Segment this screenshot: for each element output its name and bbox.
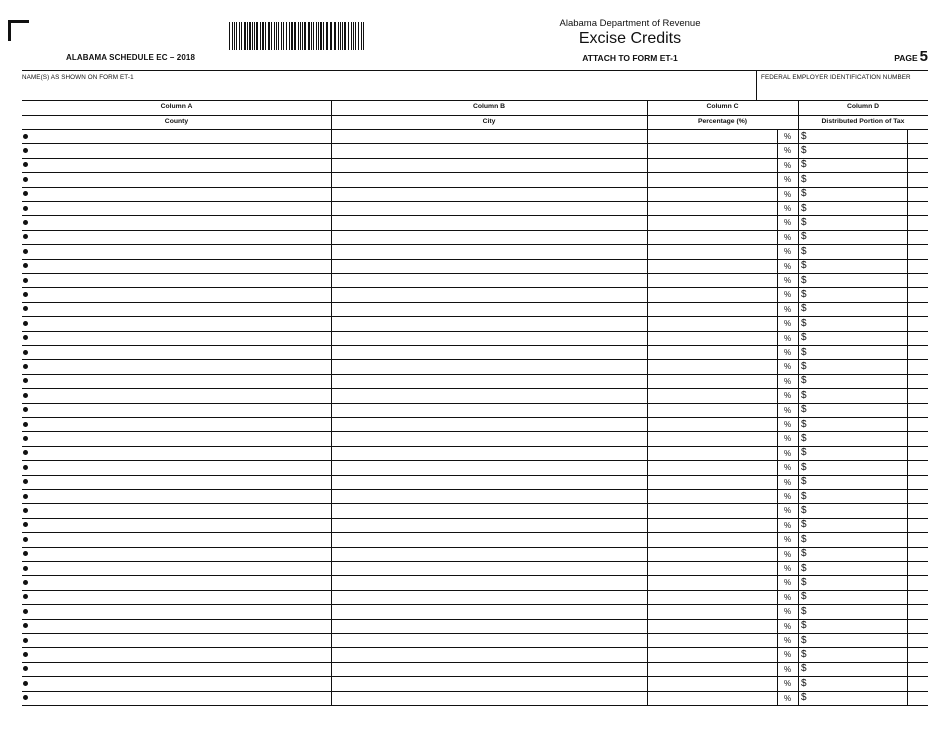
percent-symbol: % [784,304,792,314]
required-entry-bullet [23,494,28,499]
dollar-symbol: $ [801,216,807,228]
required-entry-bullet [23,450,28,455]
barcode-bar [241,22,242,50]
column-subheading: County [164,118,189,125]
required-entry-bullet [23,364,28,369]
percent-symbol: % [784,261,792,271]
percent-symbol: % [784,160,792,170]
row-rule [22,604,928,605]
cents-divider [907,129,908,705]
barcode-bar [311,22,312,50]
dollar-symbol: $ [801,144,807,156]
dollar-symbol: $ [801,360,807,372]
dollar-symbol: $ [801,332,807,344]
barcode-bar [260,22,261,50]
row-rule [22,676,928,677]
percent-symbol: % [784,434,792,444]
required-entry-bullet [23,306,28,311]
row-rule [22,129,928,130]
barcode-bar [281,22,282,50]
column-heading: Column B [472,103,506,110]
required-entry-bullet [23,335,28,340]
page-indicator [894,48,928,65]
column-subheading: City [482,118,496,125]
dollar-symbol: $ [801,202,807,214]
dollar-symbol: $ [801,591,807,603]
dollar-symbol: $ [801,159,807,171]
taxpayer-identification-strip [22,70,928,101]
percent-entry-divider [777,129,778,705]
barcode-bar [353,22,354,50]
dollar-symbol: $ [801,605,807,617]
department-name: Alabama Department of Revenue [559,18,701,29]
barcode-bar [340,22,341,50]
row-rule [22,215,928,216]
dollar-symbol: $ [801,476,807,488]
row-rule [22,489,928,490]
row-rule [22,475,928,476]
row-rule [22,503,928,504]
dollar-symbol: $ [801,461,807,473]
barcode-bar [323,22,324,50]
barcode-bar [344,22,346,50]
row-rule [22,403,928,404]
required-entry-bullet [23,551,28,556]
barcode-bar [232,22,233,50]
barcode-bar [294,22,296,50]
required-entry-bullet [23,378,28,383]
row-rule [22,547,928,548]
percent-symbol: % [784,189,792,199]
barcode-image [229,22,366,50]
required-entry-bullet [23,407,28,412]
row-rule [22,244,928,245]
barcode-bar [326,22,328,50]
dollar-symbol: $ [801,303,807,315]
barcode-bar [300,22,301,50]
row-rule [22,388,928,389]
required-entry-bullet [23,220,28,225]
required-entry-bullet [23,422,28,427]
dollar-symbol: $ [801,375,807,387]
percent-symbol: % [784,477,792,487]
required-entry-bullet [23,321,28,326]
barcode-bar [355,22,356,50]
row-rule [22,647,928,648]
row-rule [22,446,928,447]
percent-symbol: % [784,420,792,429]
barcode-bar [286,22,287,50]
required-entry-bullet [23,566,28,571]
percent-symbol: % [784,290,792,300]
barcode-bar [274,22,275,50]
page-number: 5 [919,48,928,65]
percent-symbol: % [784,492,792,501]
table-top-rule [22,100,928,101]
dollar-symbol: $ [801,260,807,272]
barcode-bar [239,22,240,50]
barcode-bar [289,22,290,50]
dollar-symbol: $ [801,562,807,574]
barcode-bar [342,22,343,50]
row-rule [22,316,928,317]
row-rule [22,374,928,375]
dollar-symbol: $ [801,447,807,459]
dollar-symbol: $ [801,173,807,185]
barcode-bar [330,22,332,50]
percent-symbol: % [784,636,792,645]
row-rule [22,331,928,332]
required-entry-bullet [23,234,28,239]
percent-symbol: % [784,247,792,257]
barcode-bar [234,22,235,50]
percent-symbol: % [784,448,792,458]
required-entry-bullet [23,508,28,513]
percent-symbol: % [784,535,792,545]
dollar-symbol: $ [801,418,807,430]
barcode-bar [298,22,299,50]
dollar-symbol: $ [801,389,807,401]
required-entry-bullet [23,522,28,527]
percent-symbol: % [784,391,792,401]
percent-symbol: % [784,405,792,415]
barcode-bar [256,22,258,50]
column-heading: Column C [706,103,739,110]
dollar-symbol: $ [801,634,807,646]
row-rule [22,590,928,591]
percent-symbol: % [784,506,792,516]
percent-symbol: % [784,607,792,617]
barcode-bar [351,22,352,50]
registration-corner-mark [8,20,29,41]
barcode-bar [304,22,306,50]
required-entry-bullet [23,638,28,643]
required-entry-bullet [23,580,28,585]
percent-symbol: % [784,592,792,602]
barcode-bar [244,22,246,50]
barcode-bar [271,22,272,50]
percent-symbol: % [784,549,792,559]
percent-symbol: % [784,362,792,372]
required-entry-bullet [23,191,28,196]
barcode-bar [361,22,362,50]
barcode-bar [252,22,253,50]
percent-symbol: % [784,463,792,473]
column-heading: Column A [160,103,193,110]
percent-symbol: % [784,218,792,228]
barcode-bar [338,22,339,50]
schedule-title: ALABAMA SCHEDULE EC – 2018 [66,53,195,62]
required-entry-bullet [23,292,28,297]
row-rule [22,230,928,231]
percent-symbol: % [784,520,792,530]
percent-symbol: % [784,146,792,156]
barcode-bar [302,22,303,50]
percent-symbol: % [784,664,792,674]
row-rule [22,662,928,663]
required-entry-bullet [23,350,28,355]
percent-symbol: % [784,276,792,285]
column-divider [331,100,332,705]
required-entry-bullet [23,249,28,254]
dollar-symbol: $ [801,288,807,300]
column-subheading: Percentage (%) [697,118,748,125]
dollar-symbol: $ [801,576,807,588]
percent-symbol: % [784,319,792,329]
row-rule [22,172,928,173]
row-rule [22,287,928,288]
required-entry-bullet [23,148,28,153]
row-rule [22,691,928,692]
percent-symbol: % [784,376,792,386]
percent-symbol: % [784,621,792,631]
column-divider [647,100,648,705]
percent-symbol: % [784,348,792,357]
barcode-bar [316,22,317,50]
required-entry-bullet [23,695,28,700]
row-rule [22,259,928,260]
row-rule [22,518,928,519]
barcode-bar [308,22,310,50]
barcode-bar [320,22,322,50]
barcode-bar [249,22,251,50]
dollar-symbol: $ [801,692,807,704]
barcode-bar [348,22,349,50]
column-heading: Column D [846,103,880,110]
required-entry-bullet [23,263,28,268]
row-rule [22,705,928,706]
dollar-symbol: $ [801,533,807,545]
percent-symbol: % [784,564,792,573]
required-entry-bullet [23,681,28,686]
barcode-bar [247,22,248,50]
percent-symbol: % [784,578,792,588]
percent-symbol: % [784,175,792,185]
barcode-bar [278,22,279,50]
percent-symbol: % [784,679,792,689]
dollar-symbol: $ [801,346,807,358]
dollar-symbol: $ [801,274,807,286]
barcode-bar [363,22,364,50]
dollar-symbol: $ [801,648,807,660]
row-rule [22,460,928,461]
percent-symbol: % [784,650,792,660]
percent-symbol: % [784,693,792,703]
dollar-symbol: $ [801,130,807,142]
form-title: Excise Credits [578,30,682,47]
row-rule [22,359,928,360]
row-rule [22,431,928,432]
barcode-bar [276,22,277,50]
row-rule [22,575,928,576]
fein-field[interactable] [756,71,929,101]
dollar-symbol: $ [801,245,807,257]
required-entry-bullet [23,479,28,484]
attach-instruction: ATTACH TO FORM ET-1 [582,53,678,63]
dollar-symbol: $ [801,504,807,516]
row-rule [22,273,928,274]
dollar-symbol: $ [801,548,807,560]
dollar-symbol: $ [801,677,807,689]
row-rule [22,158,928,159]
barcode-bar [254,22,255,50]
percent-symbol: % [784,232,792,242]
header-divider-rule [22,115,928,116]
required-entry-bullet [23,436,28,441]
row-rule [22,417,928,418]
names-field-label: NAME(S) AS SHOWN ON FORM ET-1 [22,74,134,81]
row-rule [22,633,928,634]
dollar-symbol: $ [801,432,807,444]
row-rule [22,302,928,303]
required-entry-bullet [23,623,28,628]
barcode-bar [318,22,319,50]
row-rule [22,532,928,533]
required-entry-bullet [23,206,28,211]
percent-symbol: % [784,132,792,141]
required-entry-bullet [23,465,28,470]
dollar-symbol: $ [801,188,807,200]
required-entry-bullet [23,666,28,671]
column-subheading: Distributed Portion of Tax [821,118,905,125]
required-entry-bullet [23,278,28,283]
row-rule [22,187,928,188]
dollar-symbol: $ [801,519,807,531]
row-rule [22,619,928,620]
required-entry-bullet [23,609,28,614]
barcode-bar [265,22,266,50]
percent-symbol: % [784,204,792,213]
required-entry-bullet [23,134,28,139]
barcode-bar [236,22,237,50]
row-rule [22,561,928,562]
row-rule [22,201,928,202]
dollar-symbol: $ [801,490,807,502]
barcode-bar [283,22,284,50]
page-label: PAGE [894,53,918,63]
dollar-symbol: $ [801,317,807,329]
row-rule [22,345,928,346]
barcode-bar [268,22,270,50]
required-entry-bullet [23,162,28,167]
required-entry-bullet [23,652,28,657]
required-entry-bullet [23,594,28,599]
dollar-symbol: $ [801,620,807,632]
required-entry-bullet [23,537,28,542]
barcode-bar [313,22,314,50]
barcode-bar [262,22,264,50]
dollar-symbol: $ [801,231,807,243]
fein-field-label: FEDERAL EMPLOYER IDENTIFICATION NUMBER [761,74,911,81]
row-rule [22,143,928,144]
barcode-bar [229,22,230,50]
barcode-bar [334,22,336,50]
barcode-bar [358,22,359,50]
percent-symbol: % [784,333,792,343]
required-entry-bullet [23,393,28,398]
dollar-symbol: $ [801,404,807,416]
required-entry-bullet [23,177,28,182]
column-divider [798,100,799,705]
dollar-symbol: $ [801,663,807,675]
barcode-bar [291,22,293,50]
